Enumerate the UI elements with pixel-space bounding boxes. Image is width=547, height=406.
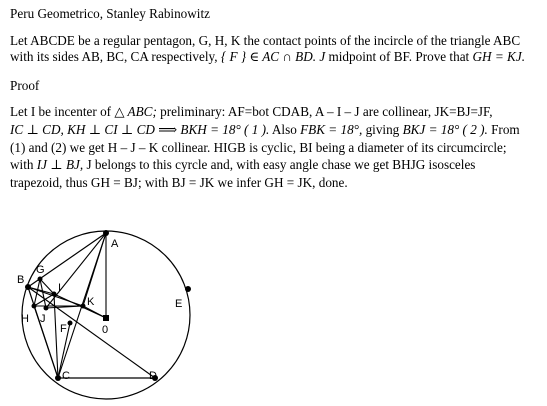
label-a: A bbox=[111, 238, 119, 250]
problem-line-2-text2: midpoint of BF. Prove that bbox=[325, 49, 470, 64]
proof-line-1b: △ ABC; bbox=[114, 104, 157, 119]
label-e: E bbox=[175, 298, 183, 310]
point-c bbox=[55, 375, 61, 381]
proof-line-2e: BKJ = 18° ( 2 ). bbox=[402, 122, 488, 137]
document-title: Peru Geometrico, Stanley Rabinowitz bbox=[10, 6, 210, 21]
point-a bbox=[103, 230, 109, 236]
proof-line-2c: FBK = 18°, bbox=[300, 122, 363, 137]
proof-line-2d: giving bbox=[362, 122, 400, 137]
problem-line-2-text: with its sides AB, BC, CA respectively, bbox=[10, 49, 218, 64]
point-j bbox=[44, 306, 49, 311]
label-o: 0 bbox=[102, 324, 109, 336]
problem-line-1: Let ABCDE be a regular pentagon, G, H, K the contact points of the incircle of the triangle ABC bbox=[10, 33, 521, 48]
point-e bbox=[185, 286, 191, 292]
label-g: G bbox=[36, 264, 45, 276]
proof-heading: Proof bbox=[10, 78, 40, 93]
proof-line-2a: IC ⊥ CD, KH ⊥ CI ⊥ CD ⟹ BKH = 18° ( 1 ). bbox=[10, 122, 270, 137]
point-g bbox=[38, 277, 43, 282]
label-i: I bbox=[58, 282, 62, 294]
proof-line-2b: Also bbox=[269, 122, 297, 137]
point-b bbox=[25, 284, 31, 290]
label-b: B bbox=[17, 274, 25, 286]
point-labels bbox=[17, 238, 182, 382]
segment-gj bbox=[40, 279, 46, 308]
proof-line-3: (1) and (2) we get H – J – K collinear. HIGB is cyclic, BI being a diameter of its circumcircle; bbox=[10, 140, 507, 155]
problem-line-2-math: { F } ∈ AC ∩ BD. J bbox=[220, 49, 326, 64]
label-k: K bbox=[87, 296, 95, 308]
point-i bbox=[52, 292, 57, 297]
proof-line-2f: From bbox=[487, 122, 520, 137]
point-h bbox=[32, 304, 37, 309]
label-j: J bbox=[40, 313, 46, 325]
point-f bbox=[68, 321, 73, 326]
point-k bbox=[81, 304, 86, 309]
proof-line-4b: IJ ⊥ BJ, bbox=[36, 157, 84, 172]
label-d: D bbox=[149, 370, 157, 382]
segment-hc bbox=[34, 306, 58, 378]
label-c: C bbox=[62, 370, 70, 382]
proof-line-1a: Let I be incenter of bbox=[10, 104, 112, 119]
point-o bbox=[103, 315, 109, 321]
label-f: F bbox=[60, 323, 67, 335]
proof-line-5: trapezoid, thus GH = BJ; with BJ = JK we infer GH = JK, done. bbox=[10, 175, 348, 190]
problem-line-2-math2: GH = KJ. bbox=[472, 49, 526, 64]
proof-line-1c: preliminary: AF=bot CDAB, A – I – J are collinear, JK=BJ=JF, bbox=[156, 104, 493, 119]
proof-line-4c: J belongs to this cyrcle and, with easy angle chase we get BHJG isosceles bbox=[83, 157, 476, 172]
proof-line-4a: with bbox=[10, 157, 34, 172]
label-h: H bbox=[21, 313, 29, 325]
